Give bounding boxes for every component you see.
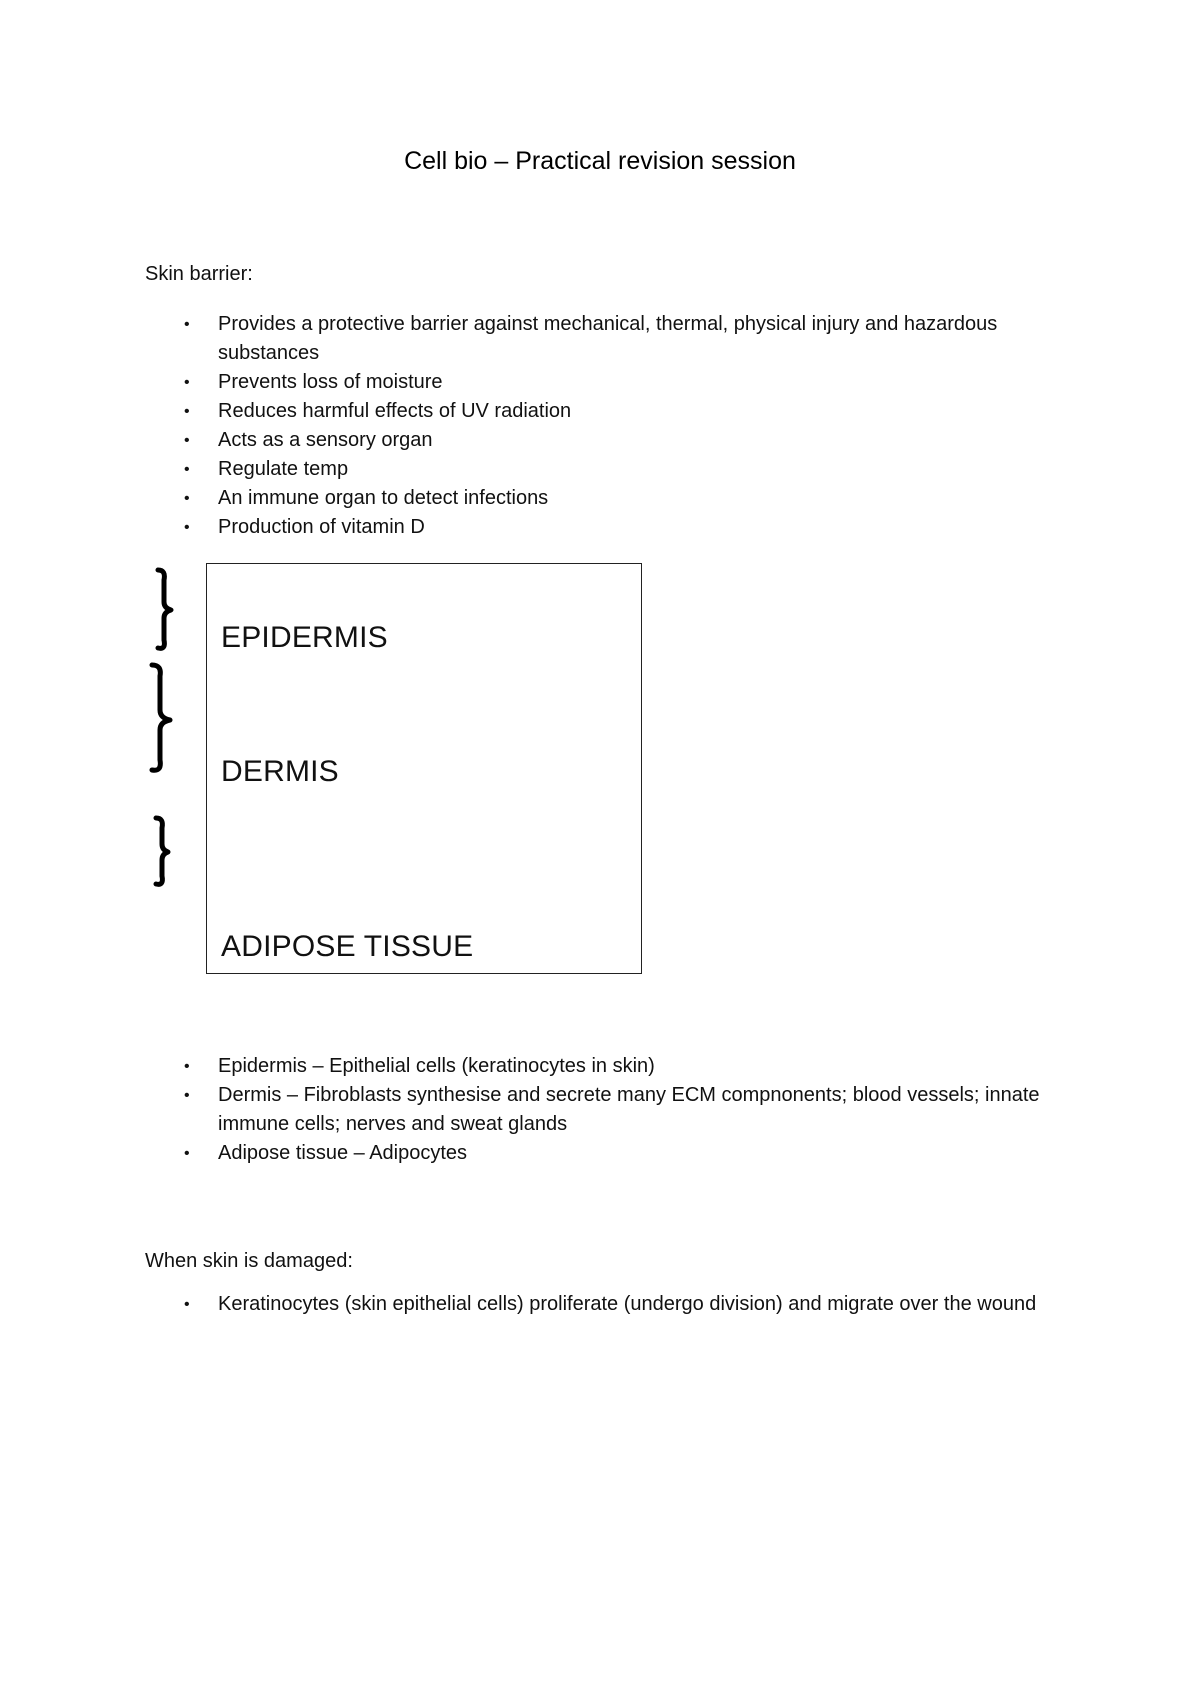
bullet-icon: • [184,461,190,478]
epidermis-label: EPIDERMIS [221,621,388,654]
page-title: Cell bio – Practical revision session [404,147,796,175]
bullet-icon: • [184,316,190,333]
list-item: • Epidermis – Epithelial cells (keratinocytes in skin) [0,1052,1200,1081]
bullet-icon: • [184,519,190,536]
list-item: • Production of vitamin D [0,513,1200,542]
bullet-icon: • [184,1145,190,1162]
skin-layers-diagram [206,563,642,974]
layers-detail-list [0,1052,1200,1168]
list-item: • Reduces harmful effects of UV radiation [0,397,1200,426]
list-item: • An immune organ to detect infections [0,484,1200,513]
bullet-icon: • [184,1058,190,1075]
list-item: • Keratinocytes (skin epithelial cells) proliferate (undergo division) and migrate over the wound [0,1290,1200,1319]
list-item: • Acts as a sensory organ [0,426,1200,455]
list-item: • Adipose tissue – Adipocytes [0,1139,1200,1168]
bullet-icon: • [184,432,190,449]
list-item: • Regulate temp [0,455,1200,484]
adipose-tissue-label: ADIPOSE TISSUE [221,930,474,963]
dermis-label: DERMIS [221,755,339,788]
bullet-icon: • [184,1087,190,1104]
bullet-icon: • [184,490,190,507]
list-item: • Dermis – Fibroblasts synthesise and secrete many ECM compnonents; blood vessels; innate immune cells; nerves and sweat glands [0,1081,1200,1139]
list-item: • Prevents loss of moisture [0,368,1200,397]
adipose-bracket-icon [156,818,168,884]
bullet-icon: • [184,403,190,420]
damage-list [0,1290,1200,1319]
epidermis-bracket-icon [158,570,171,648]
list-item: • Provides a protective barrier against mechanical, thermal, physical injury and hazardous substances [0,310,1200,368]
skin-barrier-heading: Skin barrier: [145,263,253,285]
bullet-icon: • [184,1296,190,1313]
skin-barrier-list [0,310,1200,542]
bullet-icon: • [184,374,190,391]
layer-brackets [140,560,190,890]
damage-heading: When skin is damaged: [145,1250,353,1272]
dermis-bracket-icon [152,665,170,770]
